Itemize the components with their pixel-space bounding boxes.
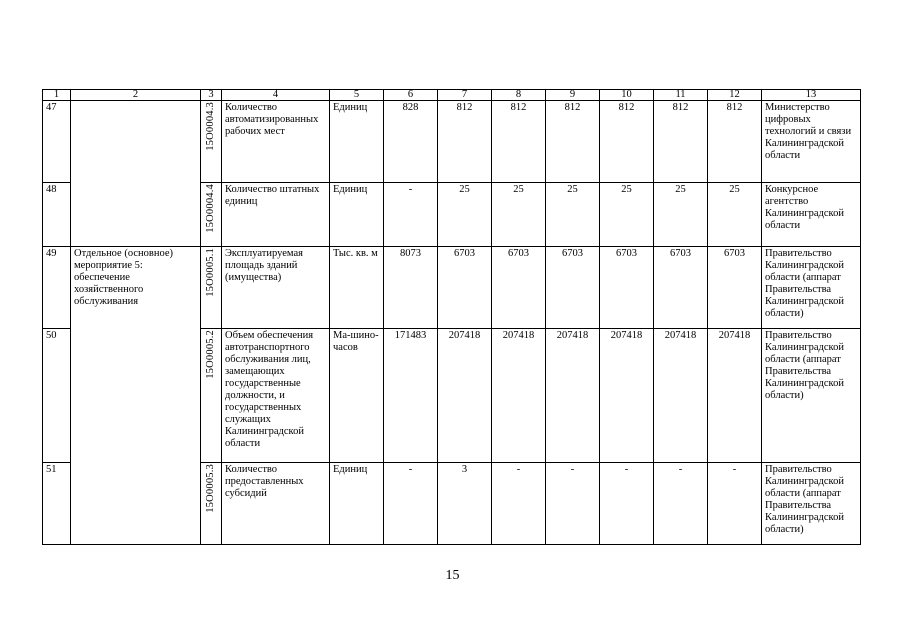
- indicators-table: [42, 89, 861, 545]
- table-row: [43, 101, 861, 183]
- page-number: 15: [445, 568, 460, 583]
- value-cell: 207418: [600, 329, 654, 463]
- activity-description: Отдельное (основное) мероприятие 5: обеспечение хозяйственного обслуживания: [71, 247, 201, 545]
- indicator-code: 15О0005.3: [201, 463, 222, 545]
- value-cell: 6703: [600, 247, 654, 329]
- value-cell: 207418: [654, 329, 708, 463]
- header-cell: 6: [384, 90, 438, 101]
- unit-cell: Единиц: [330, 101, 384, 183]
- value-cell: -: [600, 463, 654, 545]
- row-number: 47: [43, 101, 71, 183]
- header-cell: 9: [546, 90, 600, 101]
- value-cell: 8073: [384, 247, 438, 329]
- indicator-code: 15О0004.4: [201, 183, 222, 247]
- indicator-code: 15О0005.2: [201, 329, 222, 463]
- value-cell: 207418: [438, 329, 492, 463]
- value-cell: 207418: [708, 329, 762, 463]
- value-cell: 6703: [654, 247, 708, 329]
- value-cell: 812: [600, 101, 654, 183]
- header-cell: 1: [43, 90, 71, 101]
- value-cell: 812: [438, 101, 492, 183]
- header-cell: 10: [600, 90, 654, 101]
- indicator-code: 15О0004.3: [201, 101, 222, 183]
- header-cell: 3: [201, 90, 222, 101]
- value-cell: 6703: [492, 247, 546, 329]
- header-cell: 8: [492, 90, 546, 101]
- header-cell: 12: [708, 90, 762, 101]
- unit-cell: Единиц: [330, 463, 384, 545]
- responsible-cell: Правительство Калининградской области (аппарат Правительства Калининградской области): [762, 329, 861, 463]
- value-cell: -: [492, 463, 546, 545]
- activity-cell-empty: [71, 101, 201, 247]
- responsible-cell: Правительство Калининградской области (аппарат Правительства Калининградской области): [762, 463, 861, 545]
- header-cell: 11: [654, 90, 708, 101]
- value-cell: 207418: [492, 329, 546, 463]
- unit-cell: Тыс. кв. м: [330, 247, 384, 329]
- value-cell: -: [708, 463, 762, 545]
- responsible-cell: Министерство цифровых технологий и связи Калининградской области: [762, 101, 861, 183]
- value-cell: 171483: [384, 329, 438, 463]
- row-number: 50: [43, 329, 71, 463]
- indicator-code: 15О0005.1: [201, 247, 222, 329]
- value-cell: 828: [384, 101, 438, 183]
- value-cell: 6703: [708, 247, 762, 329]
- responsible-cell: Конкурсное агентство Калининградской области: [762, 183, 861, 247]
- value-cell: 6703: [546, 247, 600, 329]
- row-number: 49: [43, 247, 71, 329]
- value-cell: 812: [546, 101, 600, 183]
- value-cell: 25: [654, 183, 708, 247]
- indicator-name: Количество предоставленных субсидий: [222, 463, 330, 545]
- unit-cell: Ма-шино-часов: [330, 329, 384, 463]
- table-row: [43, 247, 861, 329]
- unit-cell: Единиц: [330, 183, 384, 247]
- value-cell: 812: [492, 101, 546, 183]
- header-cell: 7: [438, 90, 492, 101]
- indicator-name: Объем обеспечения автотранспортного обслуживания лиц, замещающих государственные должности, и государственных служащих Калининградской области: [222, 329, 330, 463]
- value-cell: 207418: [546, 329, 600, 463]
- row-number: 51: [43, 463, 71, 545]
- header-cell: 5: [330, 90, 384, 101]
- value-cell: 25: [492, 183, 546, 247]
- indicator-name: Количество штатных единиц: [222, 183, 330, 247]
- value-cell: -: [654, 463, 708, 545]
- header-cell: 2: [71, 90, 201, 101]
- value-cell: 25: [600, 183, 654, 247]
- row-number: 48: [43, 183, 71, 247]
- column-number-row: [43, 90, 861, 101]
- value-cell: 25: [438, 183, 492, 247]
- value-cell: 6703: [438, 247, 492, 329]
- header-cell: 13: [762, 90, 861, 101]
- value-cell: -: [384, 463, 438, 545]
- value-cell: 3: [438, 463, 492, 545]
- value-cell: 25: [708, 183, 762, 247]
- value-cell: 25: [546, 183, 600, 247]
- value-cell: -: [546, 463, 600, 545]
- indicator-name: Эксплуатируемая площадь зданий (имущества): [222, 247, 330, 329]
- value-cell: 812: [708, 101, 762, 183]
- value-cell: -: [384, 183, 438, 247]
- responsible-cell: Правительство Калининградской области (аппарат Правительства Калининградской области): [762, 247, 861, 329]
- header-cell: 4: [222, 90, 330, 101]
- value-cell: 812: [654, 101, 708, 183]
- indicator-name: Количество автоматизированных рабочих мест: [222, 101, 330, 183]
